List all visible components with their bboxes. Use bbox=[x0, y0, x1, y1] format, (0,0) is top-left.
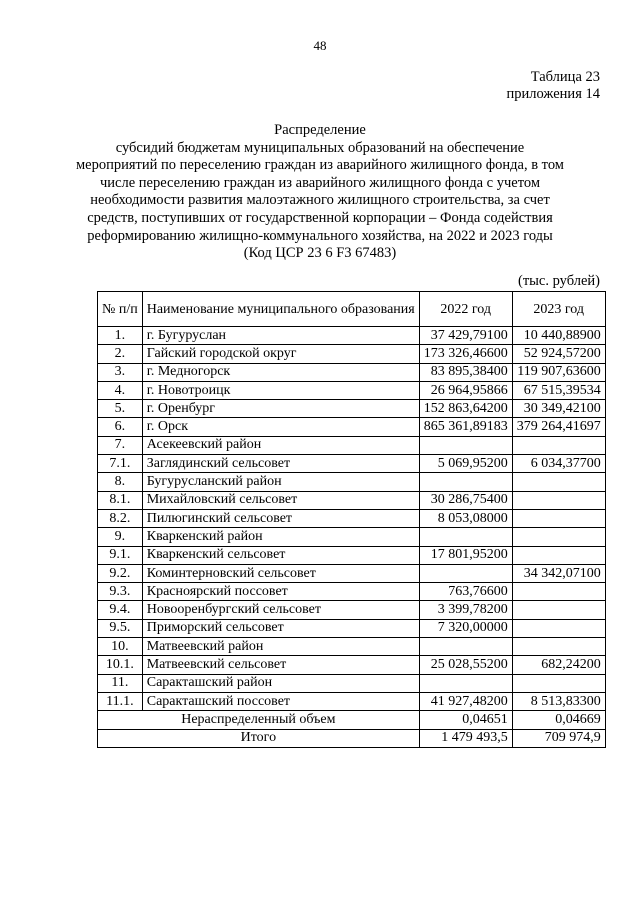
table-row bbox=[98, 601, 606, 619]
row-2023 bbox=[512, 583, 605, 601]
table-row bbox=[98, 692, 606, 710]
row-name: г. Оренбург bbox=[142, 400, 419, 418]
table-reference bbox=[507, 69, 600, 103]
table-reference-line-1: Таблица 23 bbox=[530, 69, 600, 85]
row-num: 5. bbox=[98, 400, 143, 418]
table-row bbox=[98, 656, 606, 674]
document-heading bbox=[70, 122, 570, 263]
row-2022 bbox=[419, 528, 512, 546]
row-num: 9.3. bbox=[98, 583, 143, 601]
row-2022 bbox=[419, 638, 512, 656]
row-num: 1. bbox=[98, 327, 143, 345]
row-name: Заглядинский сельсовет bbox=[142, 455, 419, 473]
row-2023 bbox=[512, 546, 605, 564]
table-row bbox=[98, 638, 606, 656]
row-num: 3. bbox=[98, 363, 143, 381]
row-2023: 682,24200 bbox=[512, 656, 605, 674]
row-2022: 8 053,08000 bbox=[419, 509, 512, 527]
total-row bbox=[98, 729, 606, 747]
row-2022: 17 801,95200 bbox=[419, 546, 512, 564]
row-2022: 3 399,78200 bbox=[419, 601, 512, 619]
row-2023 bbox=[512, 509, 605, 527]
unallocated-2023: 0,04669 bbox=[512, 711, 605, 729]
row-num: 4. bbox=[98, 381, 143, 399]
row-name: Матвеевский район bbox=[142, 638, 419, 656]
row-2022: 763,76600 bbox=[419, 583, 512, 601]
row-num: 8.1. bbox=[98, 491, 143, 509]
unallocated-row bbox=[98, 711, 606, 729]
row-2022: 37 429,79100 bbox=[419, 327, 512, 345]
total-2023: 709 974,9 bbox=[512, 729, 605, 747]
table-row bbox=[98, 491, 606, 509]
row-2022: 26 964,95866 bbox=[419, 381, 512, 399]
row-name: Саракташский поссовет bbox=[142, 692, 419, 710]
row-num: 10. bbox=[98, 638, 143, 656]
row-2023 bbox=[512, 674, 605, 692]
row-num: 9.5. bbox=[98, 619, 143, 637]
row-num: 8. bbox=[98, 473, 143, 491]
heading-title: Распределение bbox=[274, 122, 366, 138]
row-2023: 52 924,57200 bbox=[512, 345, 605, 363]
table-row bbox=[98, 363, 606, 381]
table-row bbox=[98, 583, 606, 601]
header-num: № п/п bbox=[98, 292, 143, 327]
row-2023 bbox=[512, 436, 605, 454]
row-num: 9.1. bbox=[98, 546, 143, 564]
row-2022: 30 286,75400 bbox=[419, 491, 512, 509]
row-2023: 30 349,42100 bbox=[512, 400, 605, 418]
heading-line: мероприятий по переселению граждан из аварийного жилищного фонда, в том bbox=[76, 157, 564, 174]
row-2022 bbox=[419, 473, 512, 491]
row-2023: 6 034,37700 bbox=[512, 455, 605, 473]
row-num: 11. bbox=[98, 674, 143, 692]
row-num: 9.2. bbox=[98, 564, 143, 582]
page-number: 48 bbox=[313, 38, 327, 53]
row-2022 bbox=[419, 674, 512, 692]
table-row bbox=[98, 345, 606, 363]
table-row bbox=[98, 619, 606, 637]
total-label: Итого bbox=[98, 729, 420, 747]
table-row bbox=[98, 436, 606, 454]
row-num: 9.4. bbox=[98, 601, 143, 619]
row-name: г. Бугуруслан bbox=[142, 327, 419, 345]
row-2023: 34 342,07100 bbox=[512, 564, 605, 582]
row-name: Коминтерновский сельсовет bbox=[142, 564, 419, 582]
row-name: г. Новотроицк bbox=[142, 381, 419, 399]
row-2023: 379 264,41697 bbox=[512, 418, 605, 436]
row-2023: 119 907,63600 bbox=[512, 363, 605, 381]
table-header-row bbox=[98, 292, 606, 327]
row-2022: 83 895,38400 bbox=[419, 363, 512, 381]
row-num: 8.2. bbox=[98, 509, 143, 527]
table-row bbox=[98, 674, 606, 692]
heading-line: реформированию жилищно-коммунального хозяйства, на 2022 и 2023 годы bbox=[87, 227, 553, 244]
row-2022 bbox=[419, 564, 512, 582]
row-2022: 5 069,95200 bbox=[419, 455, 512, 473]
heading-line: числе переселению граждан из аварийного жилищного фонда с учетом bbox=[99, 174, 541, 191]
row-2022: 7 320,00000 bbox=[419, 619, 512, 637]
row-name: Саракташский район bbox=[142, 674, 419, 692]
row-num: 7. bbox=[98, 436, 143, 454]
row-2023: 10 440,88900 bbox=[512, 327, 605, 345]
row-name: г. Орск bbox=[142, 418, 419, 436]
row-2023 bbox=[512, 528, 605, 546]
row-num: 6. bbox=[98, 418, 143, 436]
row-2023 bbox=[512, 473, 605, 491]
heading-line: субсидий бюджетам муниципальных образований на обеспечение bbox=[115, 139, 525, 156]
header-2022: 2022 год bbox=[419, 292, 512, 327]
row-2022: 173 326,46600 bbox=[419, 345, 512, 363]
unallocated-2022: 0,04651 bbox=[419, 711, 512, 729]
row-2022: 152 863,64200 bbox=[419, 400, 512, 418]
heading-line: необходимости развития малоэтажного жилищного строительства, за счет bbox=[90, 192, 550, 209]
table-row bbox=[98, 473, 606, 491]
row-2023 bbox=[512, 638, 605, 656]
heading-line: средств, поступивших от государственной корпорации – Фонда содействия bbox=[87, 209, 553, 226]
units-note: (тыс. рублей) bbox=[518, 273, 600, 289]
row-2023 bbox=[512, 601, 605, 619]
row-name: Асекеевский район bbox=[142, 436, 419, 454]
subsidy-table bbox=[97, 291, 606, 748]
header-2023: 2023 год bbox=[512, 292, 605, 327]
row-name: Гайский городской округ bbox=[142, 345, 419, 363]
table-row bbox=[98, 327, 606, 345]
row-num: 10.1. bbox=[98, 656, 143, 674]
row-num: 11.1. bbox=[98, 692, 143, 710]
table-row bbox=[98, 509, 606, 527]
table-row bbox=[98, 455, 606, 473]
row-name: Приморский сельсовет bbox=[142, 619, 419, 637]
row-2023: 8 513,83300 bbox=[512, 692, 605, 710]
table-row bbox=[98, 528, 606, 546]
row-name: Пилюгинский сельсовет bbox=[142, 509, 419, 527]
table-row bbox=[98, 546, 606, 564]
row-name: Матвеевский сельсовет bbox=[142, 656, 419, 674]
table-body bbox=[98, 327, 606, 711]
table-reference-line-2: приложения 14 bbox=[506, 86, 600, 102]
table-row bbox=[98, 400, 606, 418]
row-name: Красноярский поссовет bbox=[142, 583, 419, 601]
row-num: 7.1. bbox=[98, 455, 143, 473]
row-name: г. Медногорск bbox=[142, 363, 419, 381]
table-row bbox=[98, 564, 606, 582]
row-name: Кваркенский район bbox=[142, 528, 419, 546]
unallocated-label: Нераспределенный объем bbox=[98, 711, 420, 729]
row-2022: 25 028,55200 bbox=[419, 656, 512, 674]
row-2023: 67 515,39534 bbox=[512, 381, 605, 399]
row-2022 bbox=[419, 436, 512, 454]
row-name: Михайловский сельсовет bbox=[142, 491, 419, 509]
total-2022: 1 479 493,5 bbox=[419, 729, 512, 747]
row-2022: 865 361,89183 bbox=[419, 418, 512, 436]
heading-code-line: (Код ЦСР 23 6 F3 67483) bbox=[243, 245, 397, 262]
row-num: 9. bbox=[98, 528, 143, 546]
row-name: Бугурусланский район bbox=[142, 473, 419, 491]
header-name: Наименование муниципального образования bbox=[142, 292, 419, 327]
row-name: Кваркенский сельсовет bbox=[142, 546, 419, 564]
row-2023 bbox=[512, 619, 605, 637]
table-row bbox=[98, 418, 606, 436]
table-row bbox=[98, 381, 606, 399]
row-name: Новооренбургский сельсовет bbox=[142, 601, 419, 619]
row-num: 2. bbox=[98, 345, 143, 363]
row-2023 bbox=[512, 491, 605, 509]
row-2022: 41 927,48200 bbox=[419, 692, 512, 710]
